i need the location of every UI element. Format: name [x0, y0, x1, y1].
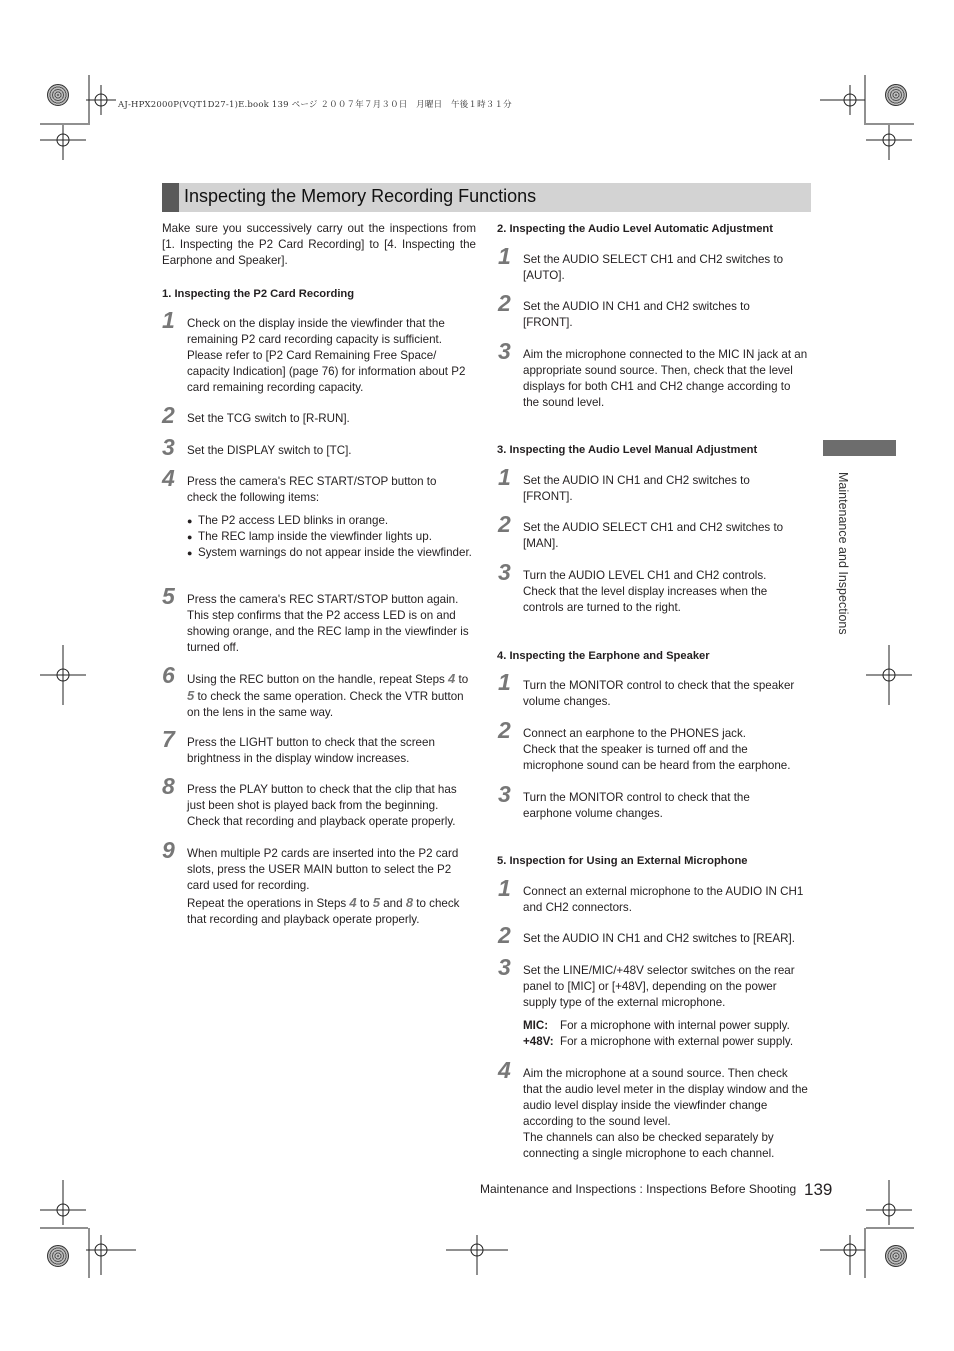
step-item [498, 290, 773, 331]
step-item [498, 559, 793, 616]
step-number: 3 [162, 434, 175, 460]
step-ref: 4 [448, 671, 456, 686]
mic-description: For a microphone with internal power supply. [560, 1019, 790, 1032]
step-text: Set the AUDIO IN CH1 and CH2 switches to [FRONT]. [523, 474, 750, 503]
step-text-part: to [356, 897, 373, 910]
step-item [162, 662, 472, 721]
step-item [498, 875, 808, 916]
step-number: 1 [498, 464, 511, 490]
step-number: 8 [162, 773, 175, 799]
step-ref: 8 [405, 895, 414, 910]
section-title-bar [162, 183, 811, 212]
step-text-part: to check that recording and playback operate properly. [187, 897, 460, 926]
step-number: 7 [162, 726, 175, 752]
step-number: 4 [498, 1057, 511, 1083]
section-heading: 2. Inspecting the Audio Level Automatic Adjustment [497, 223, 773, 235]
step-item [162, 402, 497, 428]
step-ref: 5 [187, 688, 195, 703]
step-text-part: Repeat the operations in Steps [187, 897, 350, 910]
step-ref: 5 [372, 895, 381, 910]
step-number: 1 [162, 307, 175, 333]
step-item [162, 307, 497, 396]
step-item [498, 669, 811, 710]
footer-breadcrumb: Maintenance and Inspections : Inspections Before Shooting [480, 1182, 797, 1196]
step-number: 2 [162, 402, 175, 428]
registration-target-icon [47, 84, 69, 106]
p48-option-row [523, 1034, 813, 1050]
step-number: 1 [498, 875, 511, 901]
step-number: 2 [498, 922, 511, 948]
step-number: 2 [498, 511, 511, 537]
step-text: Aim the microphone connected to the MIC IN jack at an appropriate sound source. Then, check that the level displays for both CH1 and CH2 change according to the sound level. [523, 348, 808, 409]
step-text: Turn the AUDIO LEVEL CH1 and CH2 controls. Check that the level display increases when the controls are turned to the right. [523, 569, 768, 614]
registration-target-icon [47, 1245, 69, 1267]
step-text: The channels can also be checked separately by connecting a single microphone to each channel. [523, 1131, 775, 1160]
step-number: 5 [162, 583, 175, 609]
page-title: Inspecting the Memory Recording Functions [184, 186, 537, 206]
step-item [498, 464, 773, 505]
step-number: 3 [498, 781, 511, 807]
step-text: Set the DISPLAY switch to [TC]. [187, 444, 352, 457]
step-text-part: to check the same operation. Check the VTR button on the lens in the same way. [187, 690, 464, 719]
step-text: Turn the MONITOR control to check that the earphone volume changes. [523, 791, 750, 820]
intro-paragraph: Make sure you successively carry out the inspections from [1. Inspecting the P2 Card Recording] to [4. Inspecting the Earphone and Speaker]. [162, 222, 476, 267]
step-text [187, 671, 472, 721]
step-number: 2 [498, 290, 511, 316]
section-heading: 1. Inspecting the P2 Card Recording [162, 288, 355, 300]
step-text: Check that the speaker is turned off and the microphone sound can be heard from the earphone. [523, 743, 791, 772]
step-text: Press the LIGHT button to check that the screen brightness in the display window increases. [187, 736, 435, 765]
step-number: 3 [498, 559, 511, 585]
step-text: Check on the display inside the viewfinder that the remaining P2 card recording capacity is sufficient. Please refer to [P2 Card Remaining Free Space/ capacity Indication] (page 76) for information about P2 card remaining recording capacity. [187, 317, 466, 394]
step-text: Set the AUDIO SELECT CH1 and CH2 switches to [MAN]. [523, 521, 784, 550]
list-item: ● The P2 access LED blinks in orange. [187, 513, 475, 529]
step-item [162, 837, 476, 928]
step-item [162, 773, 472, 830]
step-item [162, 465, 475, 561]
step-text: Set the AUDIO SELECT CH1 and CH2 switches to [AUTO]. [523, 253, 784, 282]
list-item: ● System warnings do not appear inside the viewfinder. [187, 545, 475, 561]
step-text: Set the TCG switch to [R-RUN]. [187, 412, 350, 425]
step-text: Set the AUDIO IN CH1 and CH2 switches to [REAR]. [523, 932, 795, 945]
section-heading: 5. Inspection for Using an External Microphone [497, 855, 748, 867]
page-number: 139 [804, 1180, 833, 1199]
title-accent [162, 183, 179, 212]
step-number: 6 [162, 662, 175, 688]
step-text: When multiple P2 cards are inserted into the P2 card slots, press the USER MAIN button to select the P2 card used for recording. [187, 847, 459, 892]
p48-label: +48V: [523, 1035, 554, 1048]
step-ref: 4 [349, 895, 357, 910]
step-number: 2 [498, 717, 511, 743]
step-item [498, 954, 813, 1050]
step-number: 3 [498, 954, 511, 980]
step-text-part: to [455, 673, 469, 686]
section-heading: 4. Inspecting the Earphone and Speaker [497, 650, 710, 662]
registration-target-icon [885, 84, 907, 106]
step-text: Press the camera's REC START/STOP button to check the following items: [187, 475, 437, 504]
check-list [187, 513, 475, 561]
step-text: Press the camera's REC START/STOP button again. This step confirms that the P2 access LED is on and showing orange, and the REC lamp in the viewfinder is turned off. [187, 593, 469, 654]
step-number: 3 [498, 338, 511, 364]
step-text: Connect an external microphone to the AUDIO IN CH1 and CH2 connectors. [523, 885, 804, 914]
step-number: 1 [498, 243, 511, 269]
step-text: Connect an earphone to the PHONES jack. [523, 727, 746, 740]
side-tab [823, 440, 896, 456]
step-text [187, 895, 476, 928]
step-number: 1 [498, 669, 511, 695]
step-text: Set the AUDIO IN CH1 and CH2 switches to [FRONT]. [523, 300, 750, 329]
step-text: Aim the microphone at a sound source. Then check that the audio level meter in the display window and the audio level display inside the viewfinder change according to the sound level. [523, 1067, 808, 1128]
step-text-part: and [380, 897, 406, 910]
step-item [162, 726, 472, 767]
step-number: 4 [162, 465, 175, 491]
print-header: AJ-HPX2000P(VQT1D27-1)E.book 139 ページ ２００７年７月３０日 月曜日 午後１時３１分 [118, 100, 512, 110]
list-item: ● The REC lamp inside the viewfinder lights up. [187, 529, 475, 545]
registration-target-icon [885, 1245, 907, 1267]
step-text: Press the PLAY button to check that the clip that has just been shot is played back from the beginning. Check that recording and playback operate properly. [187, 783, 457, 828]
step-item [162, 583, 472, 656]
section-heading: 3. Inspecting the Audio Level Manual Adjustment [497, 444, 758, 456]
step-item [498, 781, 793, 822]
side-section-label: Maintenance and Inspections [836, 472, 850, 635]
step-text: Turn the MONITOR control to check that the speaker volume changes. [523, 679, 795, 708]
step-item [498, 511, 808, 552]
step-text: Set the LINE/MIC/+48V selector switches on the rear panel to [MIC] or [+48V], depending on the power supply type of the external microphone. [523, 964, 795, 1009]
mic-option-row [523, 1018, 813, 1034]
step-item [162, 434, 497, 460]
step-text-part: Using the REC button on the handle, repeat Steps [187, 673, 449, 686]
mic-label: MIC: [523, 1019, 549, 1032]
step-item [498, 338, 808, 411]
step-number: 9 [162, 837, 175, 863]
p48-description: For a microphone with external power supply. [560, 1035, 794, 1048]
step-item [498, 1057, 808, 1162]
step-item [498, 717, 811, 774]
step-item [498, 243, 808, 284]
step-item [498, 922, 813, 948]
